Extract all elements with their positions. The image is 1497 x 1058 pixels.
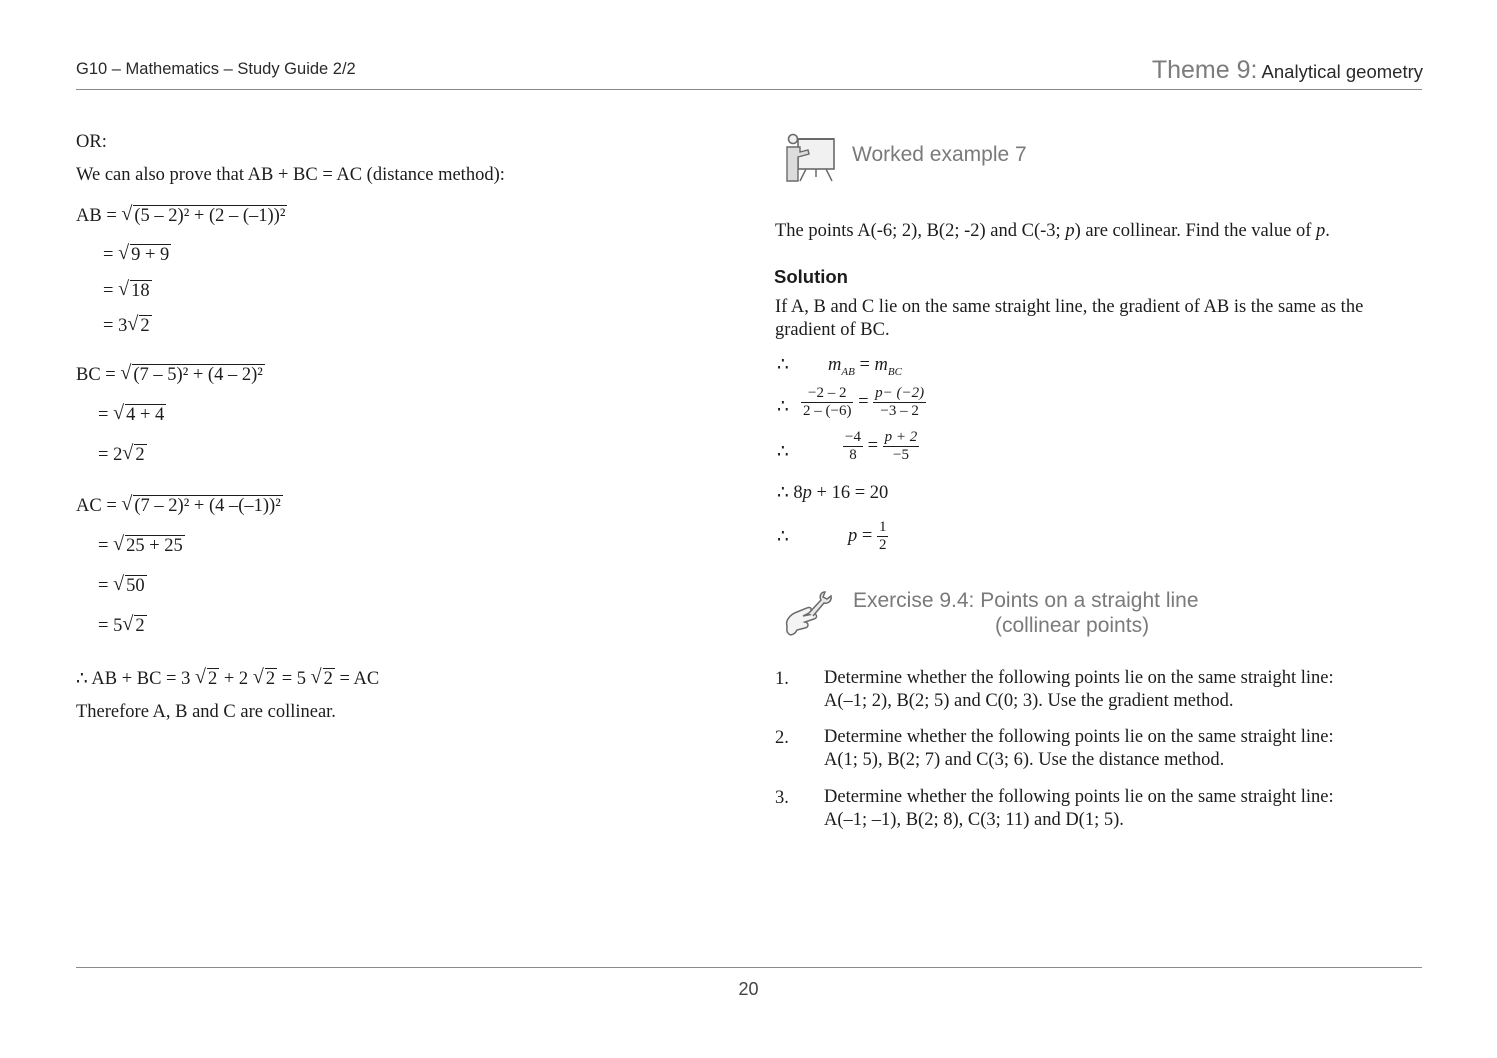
- problem-part-c: .: [1325, 221, 1330, 241]
- linear-rest: + 16 = 20: [811, 483, 889, 503]
- ab-radicand: (5 – 2)² + (2 – (–1))²: [134, 206, 286, 226]
- worked-example-title: Worked example 7: [852, 143, 1027, 166]
- denominator: 8: [849, 447, 857, 463]
- sum-part-d: = AC: [334, 669, 380, 689]
- var-p: p: [848, 525, 858, 546]
- teacher-board-icon: [784, 133, 838, 185]
- denominator: −5: [892, 447, 909, 463]
- solution-text-1: If A, B and C lie on the same straight line, the gradient of AB is the same as the: [775, 297, 1364, 317]
- denominator: 2 – (−6): [803, 403, 852, 419]
- solution-heading: Solution: [774, 266, 848, 287]
- ac-label: AC =: [76, 496, 122, 516]
- sum-part-c: = 5: [277, 669, 306, 689]
- bc-coef: 2: [113, 445, 123, 465]
- bc-radicand: (7 – 5)² + (4 – 2)²: [133, 365, 263, 385]
- wrench-hand-icon: [783, 590, 835, 642]
- fraction: [877, 519, 889, 554]
- ab-radicand-2: 9 + 9: [131, 245, 170, 265]
- therefore-1: ∴: [777, 355, 789, 375]
- theme-number: Theme 9:: [1151, 56, 1258, 84]
- ac-radicand-3: 50: [126, 576, 145, 596]
- sum-line: [76, 667, 379, 691]
- bc-line-2: [98, 403, 166, 427]
- item-line: A(–1; –1), B(2; 8), C(3; 11) and D(1; 5).: [824, 810, 1124, 830]
- numerator-text: p− (−2): [875, 385, 925, 401]
- header-rule: [76, 89, 1422, 90]
- step-answer: [848, 519, 888, 554]
- bc-radicand-2: 4 + 4: [126, 405, 165, 425]
- page-number: 20: [738, 979, 759, 999]
- numerator: −4: [845, 429, 861, 445]
- theme-title: [1152, 56, 1423, 85]
- radicand-two: 2: [265, 669, 276, 689]
- ab-line-4: [103, 314, 152, 338]
- item-number: 3.: [775, 788, 789, 808]
- ab-line-1: [76, 204, 287, 228]
- ac-line-1: [76, 494, 283, 518]
- item-line: Determine whether the following points lie on the same straight line:: [824, 668, 1334, 688]
- ab-radicand-3: 18: [131, 281, 150, 301]
- ac-line-3: [98, 574, 147, 598]
- list-item: [824, 726, 1424, 772]
- exercise-title-line-2: (collinear points): [995, 614, 1150, 637]
- ab-line-2: [103, 243, 171, 267]
- step-gradient-equal: [828, 353, 902, 384]
- ac-line-4: [98, 614, 147, 638]
- sum-part-b: + 2: [219, 669, 249, 689]
- var-p: p: [1316, 221, 1326, 241]
- numerator-text: p + 2: [884, 429, 918, 445]
- item-line: A(–1; 2), B(2; 5) and C(0; 3). Use the gradient method.: [824, 691, 1234, 711]
- fraction: [801, 385, 853, 420]
- fraction: [873, 385, 926, 420]
- therefore-2: ∴: [777, 397, 789, 417]
- eq-sign: =: [853, 391, 874, 412]
- numerator: −2 – 2: [801, 385, 853, 403]
- sum-part-a: ∴ AB + BC = 3: [76, 669, 191, 689]
- intro-text: We can also prove that AB + BC = AC (distance method):: [76, 165, 505, 185]
- eq-sign: =: [854, 355, 875, 375]
- coef-8: 8: [793, 483, 803, 503]
- eq-sign: =: [862, 435, 883, 456]
- bc-line-1: [76, 363, 265, 387]
- problem-part-a: The points A(-6; 2), B(2; -2) and C(-3;: [775, 221, 1066, 241]
- eq-sign: =: [98, 445, 114, 465]
- var-p: p: [1065, 221, 1075, 241]
- numerator: [883, 429, 920, 447]
- eq-sign: =: [103, 245, 119, 265]
- therefore-3: ∴: [777, 442, 789, 462]
- item-line: A(1; 5), B(2; 7) and C(3; 6). Use the distance method.: [824, 750, 1225, 770]
- eq-sign: =: [98, 616, 114, 636]
- radicand-two: 2: [135, 616, 145, 636]
- list-item: [824, 667, 1424, 713]
- solution-text-2: gradient of BC.: [775, 320, 890, 340]
- fraction: [883, 429, 920, 464]
- numerator: 1: [878, 519, 887, 535]
- ac-radicand: (7 – 2)² + (4 –(–1))²: [134, 496, 281, 516]
- bc-label: BC =: [76, 365, 121, 385]
- item-line: Determine whether the following points lie on the same straight line:: [824, 787, 1334, 807]
- var-m: m: [828, 355, 842, 375]
- sub-bc: BC: [887, 366, 902, 378]
- sub-ab: AB: [841, 366, 855, 378]
- ab-line-3: [103, 279, 152, 303]
- fraction: [843, 429, 863, 464]
- radicand-two: 2: [135, 445, 145, 465]
- denominator: 2: [878, 537, 887, 553]
- running-header: G10 – Mathematics – Study Guide 2/2: [76, 60, 356, 78]
- eq-sign: =: [98, 405, 114, 425]
- ac-line-2: [98, 534, 185, 558]
- radicand-two: 2: [208, 669, 218, 689]
- step-fractions-2: [843, 429, 919, 464]
- item-number: 2.: [775, 728, 789, 748]
- eq-sign: =: [857, 525, 877, 546]
- conclusion-text: Therefore A, B and C are collinear.: [76, 702, 336, 722]
- therefore-5: ∴: [777, 527, 789, 547]
- var-p: p: [802, 483, 812, 503]
- ac-radicand-2: 25 + 25: [126, 536, 183, 556]
- denominator: −3 – 2: [880, 403, 919, 419]
- problem-part-b: ) are collinear. Find the value of: [1074, 221, 1317, 241]
- step-linear: [777, 481, 888, 505]
- item-number: 1.: [775, 669, 789, 689]
- list-item: [824, 786, 1424, 832]
- numerator: [873, 385, 926, 403]
- ab-label: AB =: [76, 206, 122, 226]
- ab-coef: 3: [118, 316, 128, 336]
- eq-sign: =: [103, 316, 119, 336]
- bc-line-3: [98, 443, 147, 467]
- radicand-two: 2: [140, 316, 150, 336]
- exercise-title-line-1: Exercise 9.4: Points on a straight line: [853, 589, 1199, 612]
- footer-rule: [76, 967, 1422, 968]
- step-fractions-1: [801, 385, 926, 420]
- eq-sign: =: [98, 536, 114, 556]
- radicand-two: 2: [323, 669, 333, 689]
- var-m: m: [874, 355, 888, 375]
- eq-sign: =: [98, 576, 114, 596]
- ac-coef: 5: [113, 616, 123, 636]
- item-line: Determine whether the following points lie on the same straight line:: [824, 727, 1334, 747]
- or-label: OR:: [76, 132, 107, 152]
- therefore-4: ∴: [777, 483, 789, 503]
- eq-sign: =: [103, 281, 119, 301]
- theme-subtitle: Analytical geometry: [1257, 61, 1423, 82]
- problem-text: [775, 219, 1330, 243]
